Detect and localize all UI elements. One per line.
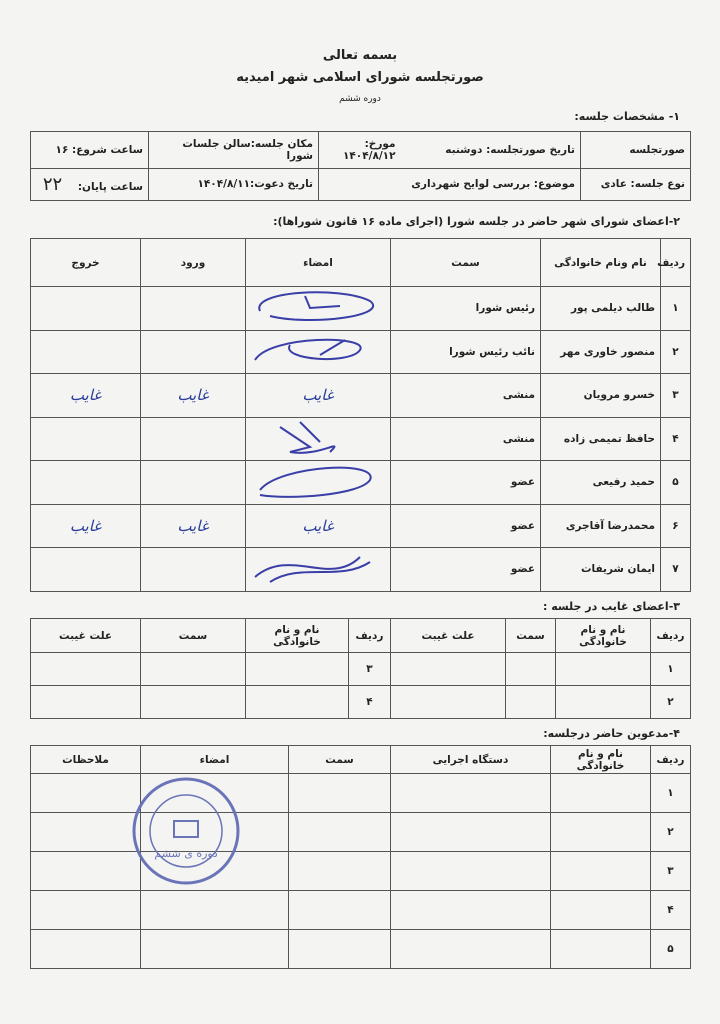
cell (391, 852, 551, 891)
exit-cell: غایب (31, 504, 141, 548)
signature-cell (246, 417, 391, 461)
cell (551, 774, 651, 813)
table-row (31, 813, 691, 852)
exit-cell (31, 417, 141, 461)
table-row (31, 504, 691, 548)
cell (246, 686, 349, 719)
cell (391, 653, 506, 686)
member-name: طالب دیلمی پور (541, 287, 661, 331)
section1-heading: ۱- مشخصات جلسه: (574, 110, 680, 123)
cell (31, 891, 141, 930)
cell: ۱ (651, 653, 691, 686)
entry-cell (141, 461, 246, 505)
entry-cell (141, 548, 246, 592)
cell (391, 774, 551, 813)
exit-cell (31, 330, 141, 374)
member-name: حافظ تمیمی زاده (541, 417, 661, 461)
cell (141, 891, 289, 930)
cell: مکان جلسه:سالن جلسات شورا (149, 132, 319, 169)
cell (289, 774, 391, 813)
cell (31, 813, 141, 852)
cell (556, 653, 651, 686)
absent-members-table (30, 618, 691, 719)
signature-cell: غایب (246, 374, 391, 418)
table-row (31, 930, 691, 969)
member-role: منشی (391, 374, 541, 418)
member-role: عضو (391, 504, 541, 548)
meeting-info-table (30, 131, 691, 201)
member-role: عضو (391, 461, 541, 505)
cell (551, 813, 651, 852)
entry-cell (141, 417, 246, 461)
exit-cell (31, 548, 141, 592)
signature-cell (246, 461, 391, 505)
member-name: منصور خاوری مهر (541, 330, 661, 374)
cell: نوع جلسه: عادی (581, 168, 691, 200)
basmala: بسمه تعالی (322, 48, 398, 63)
signature-cell: غایب (246, 504, 391, 548)
cell: مورخ: ۱۴۰۴/۸/۱۲ (319, 132, 401, 169)
cell (31, 168, 149, 200)
entry-cell (141, 287, 246, 331)
cell: صورتجلسه (581, 132, 691, 169)
end-time-label: ساعت پایان: (77, 180, 143, 193)
table-row (31, 774, 691, 813)
term: دوره ششم (339, 94, 381, 104)
column-header: سمت (391, 239, 541, 287)
table-row (31, 417, 691, 461)
table-row (31, 653, 691, 686)
member-role: منشی (391, 417, 541, 461)
cell (246, 653, 349, 686)
column-header: نام ونام خانوادگی (541, 239, 661, 287)
exit-cell (31, 461, 141, 505)
end-time-value: ۲۲ (42, 173, 63, 195)
cell (551, 852, 651, 891)
section3-heading: ۳-اعضای غایب در جلسه : (542, 600, 680, 613)
column-header: سمت (506, 619, 556, 653)
member-name: حمید رفیعی (541, 461, 661, 505)
header-row (31, 619, 691, 653)
header-row (31, 746, 691, 774)
member-name: ایمان شریفات (541, 548, 661, 592)
exit-cell (31, 287, 141, 331)
table-row (31, 686, 691, 719)
row-number: ۳ (661, 374, 691, 418)
cell (556, 686, 651, 719)
table-row (31, 330, 691, 374)
column-header: علت غیبت (31, 619, 141, 653)
column-header: ملاحظات (31, 746, 141, 774)
section2-heading: ۲-اعضای شورای شهر حاضر در جلسه شورا (اجرای ماده ۱۶ قانون شوراها): (273, 215, 680, 228)
member-role: رئیس شورا (391, 287, 541, 331)
members-table (30, 238, 691, 592)
cell (391, 930, 551, 969)
row-number: ۳ (651, 852, 691, 891)
table-row (31, 548, 691, 592)
column-header: نام و نام خانوادگی (556, 619, 651, 653)
table-row (31, 287, 691, 331)
cell: موضوع: بررسی لوایح شهرداری (319, 168, 581, 200)
row-number: ۲ (661, 330, 691, 374)
svg-text:دوره ی ششم: دوره ی ششم (154, 847, 218, 860)
cell: ساعت شروع: ۱۶ (31, 132, 149, 169)
cell: ۳ (349, 653, 391, 686)
cell (506, 686, 556, 719)
signature-cell (246, 287, 391, 331)
column-header: ردیف (651, 619, 691, 653)
row-number: ۲ (651, 813, 691, 852)
cell (289, 852, 391, 891)
column-header: علت غیبت (391, 619, 506, 653)
cell (506, 653, 556, 686)
column-header: ردیف (661, 239, 691, 287)
row-number: ۱ (651, 774, 691, 813)
member-role: نائب رئیس شورا (391, 330, 541, 374)
entry-cell: غایب (141, 504, 246, 548)
table-row (31, 852, 691, 891)
row-number: ۵ (651, 930, 691, 969)
cell (391, 813, 551, 852)
signature-cell (246, 548, 391, 592)
cell (551, 891, 651, 930)
row-number: ۴ (651, 891, 691, 930)
column-header: ردیف (651, 746, 691, 774)
column-header: خروج (31, 239, 141, 287)
cell (141, 852, 289, 891)
table-row (31, 891, 691, 930)
column-header: امضاء (246, 239, 391, 287)
exit-cell: غایب (31, 374, 141, 418)
member-name: خسرو مرویان (541, 374, 661, 418)
row-number: ۴ (661, 417, 691, 461)
table-row (31, 461, 691, 505)
cell (141, 686, 246, 719)
row-number: ۶ (661, 504, 691, 548)
cell: ۴ (349, 686, 391, 719)
column-header: سمت (141, 619, 246, 653)
cell (31, 653, 141, 686)
cell (31, 930, 141, 969)
cell (289, 891, 391, 930)
cell (141, 930, 289, 969)
column-header: امضاء (141, 746, 289, 774)
cell (289, 930, 391, 969)
cell (551, 930, 651, 969)
table-row (31, 374, 691, 418)
section4-heading: ۴-مدعوین حاضر درجلسه: (543, 727, 680, 740)
cell (289, 813, 391, 852)
entry-cell: غایب (141, 374, 246, 418)
column-header: سمت (289, 746, 391, 774)
cell (31, 686, 141, 719)
signature-cell (246, 330, 391, 374)
member-name: محمدرضا آقاجری (541, 504, 661, 548)
member-role: عضو (391, 548, 541, 592)
document-title: صورتجلسه شورای اسلامی شهر امیدیه (236, 70, 484, 85)
row-number: ۵ (661, 461, 691, 505)
cell (141, 774, 289, 813)
column-header: دستگاه اجرایی (391, 746, 551, 774)
row-number: ۷ (661, 548, 691, 592)
entry-cell (141, 330, 246, 374)
cell (141, 813, 289, 852)
cell: تاریخ دعوت:۱۴۰۴/۸/۱۱ (149, 168, 319, 200)
cell (141, 653, 246, 686)
column-header: نام و نام خانوادگی (246, 619, 349, 653)
cell: تاریخ صورتجلسه: دوشنبه (401, 132, 581, 169)
cell (31, 774, 141, 813)
column-header: ورود (141, 239, 246, 287)
invitees-table (30, 745, 691, 969)
cell: ۲ (651, 686, 691, 719)
row-number: ۱ (661, 287, 691, 331)
cell (391, 891, 551, 930)
cell (31, 852, 141, 891)
column-header: ردیف (349, 619, 391, 653)
cell (391, 686, 506, 719)
column-header: نام و نام خانوادگی (551, 746, 651, 774)
